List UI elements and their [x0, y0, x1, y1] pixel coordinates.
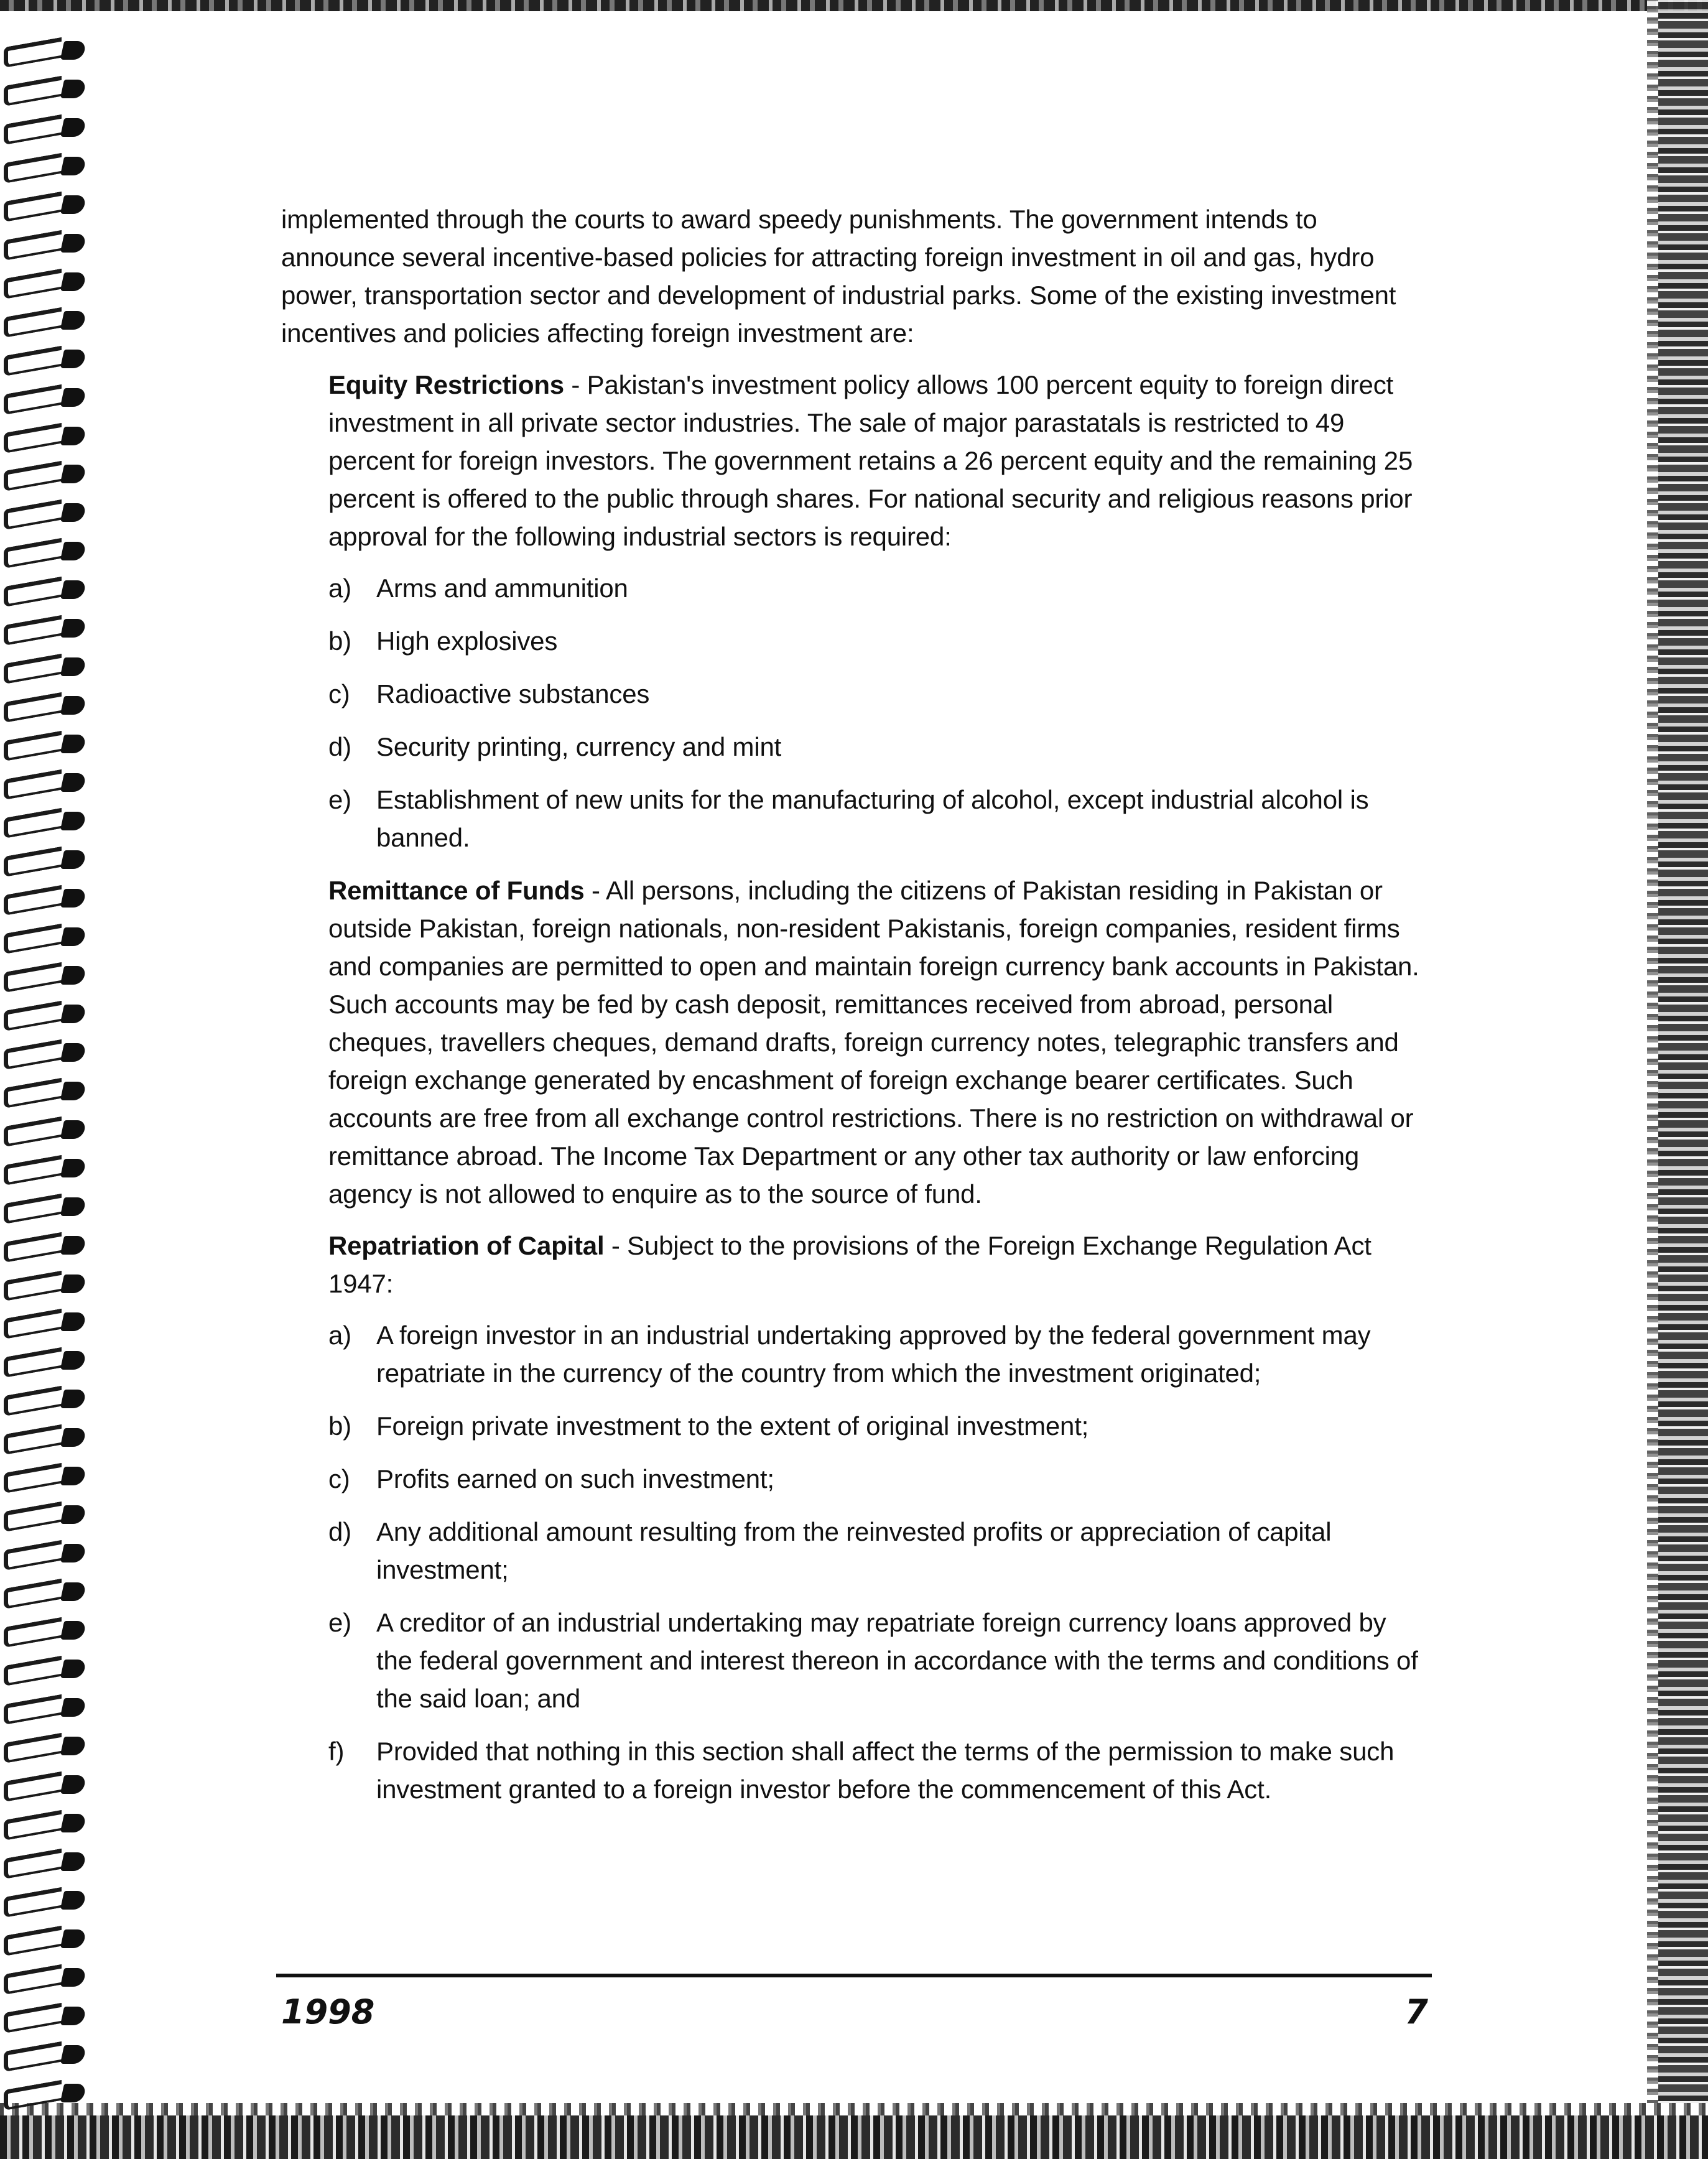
binding-coil [0, 1771, 109, 1800]
binding-coil [0, 1656, 109, 1684]
equity-restrictions-section [328, 366, 1429, 1808]
repatriation-text: - Subject to the provisions of the Foreign Exchange Regulation Act 1947: [328, 1231, 1372, 1298]
binding-coil [0, 1386, 109, 1414]
binding-coil [0, 37, 109, 66]
binding-coil [0, 1309, 109, 1337]
binding-coil [0, 1926, 109, 1954]
list-item-text: Any additional amount resulting from the reinvested profits or appreciation of capital investment; [376, 1517, 1332, 1584]
binding-coil [0, 538, 109, 567]
list-item-text: A foreign investor in an industrial undertaking approved by the federal government may repatriate in the currency of the country from which the investment originated; [376, 1321, 1371, 1388]
list-item-text: A creditor of an industrial undertaking may repatriate foreign currency loans approved by the federal government and interest thereon in accordance with the terms and conditions of the said loan; and [376, 1608, 1418, 1713]
binding-coil [0, 1001, 109, 1029]
binding-coil [0, 384, 109, 413]
list-marker: c) [328, 1464, 350, 1493]
binding-coil [0, 1810, 109, 1839]
remittance-paragraph [328, 871, 1429, 1213]
list-marker: e) [328, 1608, 351, 1637]
binding-coil [0, 615, 109, 644]
list-marker: f) [328, 1737, 345, 1766]
binding-coil [0, 1540, 109, 1569]
scan-border-top [0, 0, 1708, 11]
binding-coil [0, 1194, 109, 1222]
binding-coil [0, 2041, 109, 2070]
list-item [328, 1732, 1429, 1808]
binding-coil [0, 577, 109, 605]
list-marker: a) [328, 573, 351, 603]
binding-coil [0, 654, 109, 682]
list-item-text: Arms and ammunition [376, 573, 628, 603]
binding-coil [0, 1463, 109, 1492]
list-item [328, 1316, 1429, 1392]
remittance-heading: Remittance of Funds [328, 876, 585, 905]
equity-list [328, 569, 1429, 857]
list-item-text: Security printing, currency and mint [376, 732, 782, 761]
page-number: 7 [1404, 1992, 1428, 2031]
document-body [281, 200, 1429, 1823]
repatriation-heading: Repatriation of Capital [328, 1231, 605, 1260]
binding-coil [0, 269, 109, 297]
binding-coil [0, 1078, 109, 1107]
repatriation-list [328, 1316, 1429, 1808]
footer-rule [276, 1974, 1432, 1977]
list-marker: b) [328, 626, 351, 656]
binding-coil [0, 499, 109, 528]
binding-coil [0, 230, 109, 259]
binding-coil [0, 1155, 109, 1184]
binding-coil [0, 1694, 109, 1723]
binding-coil [0, 114, 109, 143]
equity-heading: Equity Restrictions [328, 370, 564, 399]
list-item [328, 1460, 1429, 1498]
binding-coil [0, 1502, 109, 1530]
list-item [328, 1513, 1429, 1589]
binding-coil [0, 847, 109, 875]
list-marker: d) [328, 1517, 351, 1546]
list-marker: b) [328, 1411, 351, 1441]
list-marker: c) [328, 679, 350, 708]
binding-coil [0, 731, 109, 759]
binding-coil [0, 1424, 109, 1453]
list-item-text: Radioactive substances [376, 679, 650, 708]
binding-coil [0, 1117, 109, 1145]
binding-coil [0, 1964, 109, 1993]
binding-coil [0, 153, 109, 182]
list-item [328, 675, 1429, 713]
binding-coil [0, 192, 109, 220]
binding-coil [0, 1579, 109, 1607]
list-marker: a) [328, 1321, 351, 1350]
binding-coil [0, 924, 109, 952]
scan-border-right [1658, 0, 1708, 2159]
list-item [328, 781, 1429, 857]
binding-coil [0, 692, 109, 721]
remittance-text: - All persons, including the citizens of Pakistan residing in Pakistan or outside Pakistan, foreign nationals, non-resident Pakistanis, foreign companies, resident firms and companies are permitted to open and maintain foreign currency bank accounts in Pakistan. Such accounts may be fed by cash deposit, remittances received from abroad, personal cheques, travellers cheques, demand drafts, foreign currency notes, telegraphic transfers and foreign exchange generated by encashment of foreign exchange bearer certificates. Such accounts are free from all exchange control restrictions. There is no restriction on withdrawal or remittance abroad. The Income Tax Department or any other tax authority or law enforcing agency is not allowed to enquire as to the source of fund. [328, 876, 1419, 1209]
binding-coil [0, 769, 109, 798]
list-item [328, 622, 1429, 660]
list-item-text: Establishment of new units for the manufacturing of alcohol, except industrial alcohol is banned. [376, 785, 1369, 852]
repatriation-paragraph [328, 1227, 1429, 1302]
equity-paragraph [328, 366, 1429, 555]
binding-coil [0, 1271, 109, 1299]
footer-year: 1998 [281, 1992, 375, 2031]
binding-coil [0, 962, 109, 991]
list-item-text: Profits earned on such investment; [376, 1464, 774, 1493]
binding-coil [0, 1347, 109, 1376]
list-item [328, 1604, 1429, 1717]
list-item-text: High explosives [376, 626, 558, 656]
binding-coil [0, 2080, 109, 2109]
list-item [328, 1407, 1429, 1445]
binding-coil [0, 808, 109, 837]
binding-coil [0, 1039, 109, 1068]
binding-coil [0, 346, 109, 374]
list-marker: d) [328, 732, 351, 761]
binding-coil [0, 76, 109, 104]
equity-text: - Pakistan's investment policy allows 100 percent equity to foreign direct investment in all private sector industries. The sale of major parastatals is restricted to 49 percent for foreign investors. The government retains a 26 percent equity and the remaining 25 percent is offered to the public through shares. For national security and religious reasons prior approval for the following industrial sectors is required: [328, 370, 1413, 551]
list-item [328, 728, 1429, 766]
scan-border-bottom [0, 2115, 1708, 2159]
binding-coil [0, 1849, 109, 1877]
list-marker: e) [328, 785, 351, 814]
binding-coil [0, 2003, 109, 2031]
list-item-text: Foreign private investment to the extent of original investment; [376, 1411, 1089, 1441]
binding-coil [0, 1617, 109, 1646]
binding-coil [0, 1733, 109, 1762]
binding-coil [0, 1887, 109, 1916]
binding-coil [0, 1232, 109, 1261]
intro-paragraph: implemented through the courts to award speedy punishments. The government intends to announce several incentive-based policies for attracting foreign investment in oil and gas, hydro power, transportation sector and development of industrial parks. Some of the existing investment incentives and policies affecting foreign investment are: [281, 205, 1396, 348]
list-item-text: Provided that nothing in this section shall affect the terms of the permission to make such investment granted to a foreign investor before the commencement of this Act. [376, 1737, 1395, 1804]
binding-coil [0, 307, 109, 336]
binding-coil [0, 885, 109, 914]
spiral-binding [0, 37, 109, 2109]
binding-coil [0, 461, 109, 490]
binding-coil [0, 423, 109, 452]
list-item [328, 569, 1429, 607]
